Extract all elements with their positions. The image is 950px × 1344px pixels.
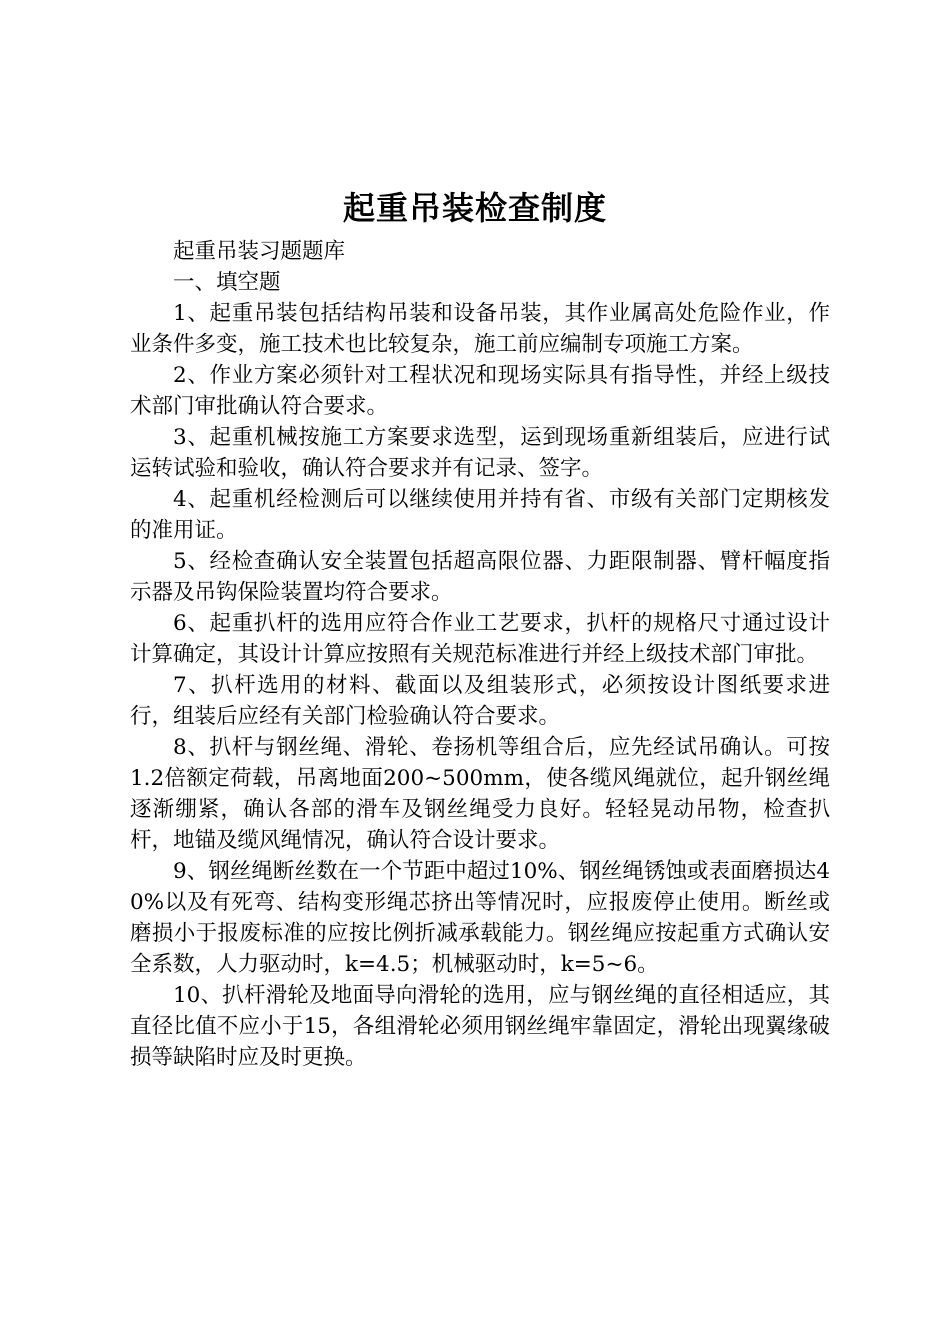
document-title: 起重吊装检查制度 <box>342 189 607 227</box>
paragraph-section-heading: 一、填空题 <box>173 270 281 295</box>
paragraph-item-5: 5、经检查确认安全装置包括超高限位器、力距限制器、臂杆幅度指示器及吊钩保险装置均符合要求。 <box>130 549 830 605</box>
paragraph-item-6: 6、起重扒杆的选用应符合作业工艺要求，扒杆的规格尺寸通过设计计算确定，其设计计算应按照有关规范标准进行并经上级技术部门审批。 <box>130 611 830 667</box>
paragraph-item-7: 7、扒杆选用的材料、截面以及组装形式，必须按设计图纸要求进行，组装后应经有关部门检验确认符合要求。 <box>130 673 830 729</box>
paragraph-item-3: 3、起重机械按施工方案要求选型，运到现场重新组装后，应进行试运转试验和验收，确认符合要求并有记录、签字。 <box>130 425 830 481</box>
document-body <box>130 236 830 1073</box>
paragraph-item-8: 8、扒杆与钢丝绳、滑轮、卷扬机等组合后，应先经试吊确认。可按1.2倍额定荷载，吊离地面200~500mm，使各缆风绳就位，起升钢丝绳逐渐绷紧，确认各部的滑车及钢丝绳受力良好。轻轻晃动吊物，检查扒杆，地锚及缆风绳情况，确认符合设计要求。 <box>130 735 830 853</box>
paragraph-subtitle: 起重吊装习题题库 <box>173 239 346 264</box>
paragraph-item-4: 4、起重机经检测后可以继续使用并持有省、市级有关部门定期核发的准用证。 <box>130 487 830 543</box>
paragraph-item-10: 10、扒杆滑轮及地面导向滑轮的选用，应与钢丝绳的直径相适应，其直径比值不应小于15，各组滑轮必须用钢丝绳牢靠固定，滑轮出现翼缘破损等缺陷时应及时更换。 <box>130 983 830 1070</box>
paragraph-item-9: 9、钢丝绳断丝数在一个节距中超过10%、钢丝绳锈蚀或表面磨损达40%以及有死弯、结构变形绳芯挤出等情况时，应报废停止使用。断丝或磨损小于报废标准的应按比例折减承载能力。钢丝绳应按起重方式确认安全系数，人力驱动时，k=4.5；机械驱动时，k=5~6。 <box>130 859 830 977</box>
paragraph-item-2: 2、作业方案必须针对工程状况和现场实际具有指导性，并经上级技术部门审批确认符合要求。 <box>130 363 830 419</box>
paragraph-item-1: 1、起重吊装包括结构吊装和设备吊装，其作业属高处危险作业，作业条件多变，施工技术也比较复杂，施工前应编制专项施工方案。 <box>130 301 830 357</box>
